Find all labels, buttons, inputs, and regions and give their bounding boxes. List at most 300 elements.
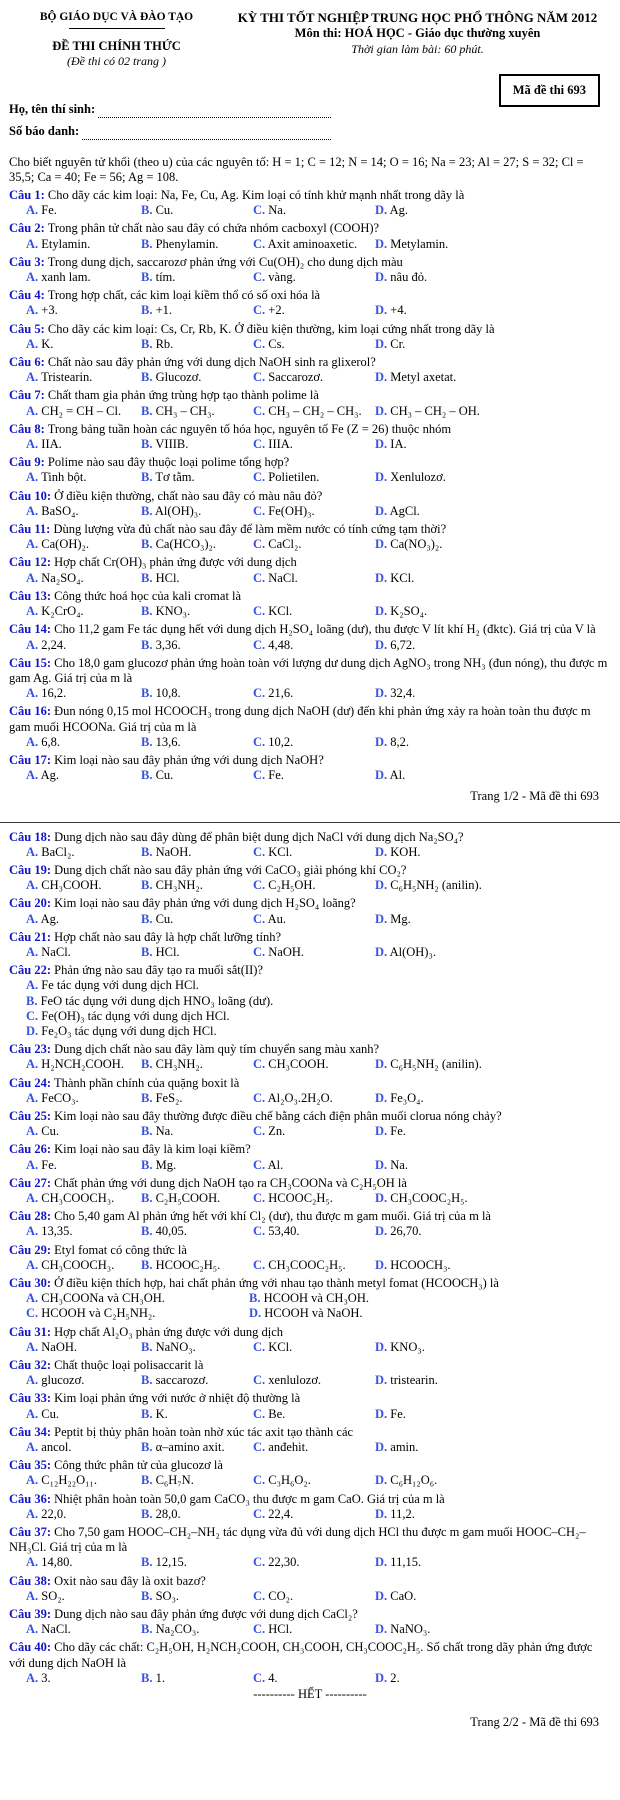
option-letter: C.	[253, 604, 266, 619]
question-text-line	[9, 1458, 611, 1473]
atomic-mass-note: Cho biết nguyên tử khối (theo u) của các nguyên tố: H = 1; C = 12; N = 14; O = 16; Na = 23; Al = 27; S = 32; Cl = 35,5; Ca = 40; Fe = 56; Ag = 108.	[9, 154, 584, 184]
option-A	[26, 537, 141, 552]
option-D	[375, 1158, 611, 1173]
question-text-line	[9, 555, 611, 570]
question-number: Câu 1:	[9, 188, 45, 203]
option-letter: A.	[26, 1157, 39, 1172]
end-marker: ---------- HẾT ----------	[253, 1687, 367, 1702]
question-29	[9, 1243, 611, 1273]
option-letter: C.	[253, 1440, 266, 1455]
option-text: SO₃.	[155, 1588, 180, 1603]
exam-code-box: Mã đề thi 693	[499, 74, 600, 107]
option-letter: A.	[26, 1588, 39, 1603]
option-letter: B.	[141, 604, 153, 619]
header-left-block	[9, 6, 224, 70]
option-A	[26, 638, 141, 653]
option-letter: A.	[26, 1555, 39, 1570]
question-number: Câu 8:	[9, 421, 45, 436]
option-letter: A.	[26, 768, 39, 783]
question-text: Cho dãy các kim loại: Cs, Cr, Rb, K. Ở điều kiện thường, kim loại cứng nhất trong dãy là	[47, 321, 495, 336]
option-text: Cu.	[155, 911, 174, 926]
option-text: 16,2.	[41, 686, 67, 701]
option-text: IA.	[390, 437, 407, 452]
options-row	[26, 1589, 611, 1604]
option-letter: C.	[253, 768, 266, 783]
option-text: CH₃COOCH₃.	[41, 1191, 115, 1205]
option-text: HCl.	[268, 1622, 293, 1637]
option-A	[26, 203, 141, 218]
option-text: anđehit.	[268, 1440, 309, 1455]
question-text: Hợp chất Cr(OH)₃ phản ứng được với dung dịch	[54, 555, 297, 570]
option-text: HCOOH và CH₃OH.	[263, 1291, 369, 1306]
option-letter: A.	[26, 1291, 39, 1306]
option-text: FeCO₃.	[41, 1090, 79, 1105]
question-4	[9, 288, 611, 318]
option-B	[141, 1124, 253, 1139]
option-D	[375, 638, 611, 653]
option-C	[253, 1373, 375, 1388]
option-text: BaSO₄.	[41, 503, 79, 518]
option-letter: A.	[26, 844, 39, 859]
option-text: 4.	[268, 1670, 278, 1685]
option-letter: B.	[141, 1090, 153, 1105]
question-text: Dung dịch nào sau đây dùng để phân biệt dung dịch NaCl với dung dịch Na₂SO₄?	[54, 829, 464, 844]
option-text: NaOH.	[41, 1339, 78, 1354]
option-text: NaOH.	[155, 844, 192, 859]
option-C	[253, 303, 375, 318]
exam-subject: Môn thi: HOÁ HỌC - Giáo dục thường xuyên	[294, 26, 541, 41]
option-text: K.	[41, 336, 54, 351]
option-text: C₆H₅NH₂ (anilin).	[390, 1057, 482, 1072]
question-25	[9, 1109, 611, 1139]
option-B	[141, 303, 253, 318]
option-text: FeS₂.	[155, 1090, 183, 1105]
option-D	[375, 1555, 611, 1570]
option-A	[26, 945, 141, 960]
option-text: 10,8.	[155, 686, 181, 701]
option-text: 13,35.	[41, 1224, 73, 1239]
question-text-line	[9, 1425, 611, 1440]
option-letter: C.	[253, 303, 266, 318]
option-text: C₆H₇N.	[155, 1473, 194, 1488]
option-letter: A.	[26, 570, 39, 585]
option-letter: D.	[375, 470, 388, 485]
option-text: Tinh bột.	[41, 470, 87, 485]
question-12	[9, 555, 611, 585]
question-number: Câu 15:	[9, 655, 52, 670]
option-C	[253, 1473, 375, 1488]
option-C	[253, 604, 375, 619]
option-letter: B.	[141, 570, 153, 585]
question-number: Câu 22:	[9, 963, 52, 978]
option-text: tristearin.	[390, 1373, 438, 1388]
options-row	[26, 1057, 611, 1072]
option-C	[253, 686, 375, 701]
option-text: 8,2.	[390, 734, 410, 749]
option-text: Fe.	[41, 1157, 57, 1172]
option-D	[375, 1340, 611, 1355]
option-text: Cr.	[390, 336, 406, 351]
option-D	[375, 878, 611, 893]
option-text: Na₂CO₃.	[155, 1622, 200, 1637]
question-text: Thành phần chính của quặng boxit là	[53, 1075, 240, 1090]
option-text: Fe.	[41, 203, 57, 218]
option-A	[26, 845, 141, 860]
question-text-line	[9, 656, 611, 686]
question-10	[9, 489, 611, 519]
option-text: Ag.	[40, 911, 59, 926]
option-letter: B.	[141, 1057, 153, 1072]
option-text: CaO.	[390, 1588, 417, 1603]
option-D	[375, 1191, 611, 1206]
option-letter: C.	[253, 686, 266, 701]
option-text: 21,6.	[268, 686, 294, 701]
options-row	[26, 638, 611, 653]
options-row	[26, 337, 611, 352]
option-text: 2,24.	[41, 637, 67, 652]
option-D	[375, 845, 611, 860]
option-text: BaCl₂.	[41, 844, 75, 859]
option-letter: D.	[375, 270, 388, 285]
option-D	[375, 1473, 611, 1488]
option-text: Al₂O₃.2H₂O.	[267, 1090, 333, 1105]
question-5	[9, 322, 611, 352]
question-number: Câu 30:	[9, 1276, 52, 1291]
option-letter: D.	[375, 911, 388, 926]
option-B	[26, 994, 611, 1009]
question-26	[9, 1142, 611, 1172]
option-text: NaCl.	[41, 1622, 71, 1637]
options-row	[26, 404, 611, 419]
option-C	[253, 470, 375, 485]
option-letter: A.	[26, 686, 39, 701]
option-letter: D.	[375, 844, 388, 859]
option-A	[26, 768, 141, 783]
option-A	[26, 1124, 141, 1139]
question-text-line	[9, 255, 611, 270]
question-text: Ở điều kiện thường, chất nào sau đây có màu nâu đỏ?	[54, 488, 323, 503]
option-B	[249, 1291, 611, 1306]
option-B	[141, 1589, 253, 1604]
option-letter: B.	[141, 503, 153, 518]
option-letter: D.	[375, 1090, 388, 1105]
option-letter: A.	[26, 1090, 39, 1105]
option-letter: D.	[375, 1257, 388, 1272]
question-22	[9, 963, 611, 1039]
option-letter: D.	[375, 1406, 388, 1421]
question-text: Peptit bị thủy phân hoàn toàn nhờ xúc tác axit tạo thành các	[54, 1424, 354, 1439]
option-letter: A.	[26, 503, 39, 518]
option-A	[26, 1258, 141, 1273]
option-C	[253, 504, 375, 519]
option-text: CH₃COOCH₃.	[41, 1257, 115, 1272]
option-text: HCOOCH₃.	[390, 1257, 451, 1272]
question-37	[9, 1525, 611, 1571]
option-text: Glucozơ.	[155, 370, 202, 385]
option-B	[141, 370, 253, 385]
question-text: Phản ứng nào sau đây tạo ra muối sắt(II)?	[54, 963, 263, 978]
option-text: NaCl.	[268, 570, 298, 585]
option-text: 22,4.	[268, 1506, 294, 1521]
option-D	[375, 203, 611, 218]
option-D	[375, 504, 611, 519]
option-C	[253, 1191, 375, 1206]
option-letter: D.	[375, 203, 388, 218]
option-letter: B.	[141, 1506, 153, 1521]
option-B	[141, 1622, 253, 1637]
option-text: CH₃ – CH₂ – CH₃.	[268, 403, 362, 418]
option-text: Ca(HCO₃)₂.	[155, 537, 217, 552]
exam-type: ĐỀ THI CHÍNH THỨC	[52, 39, 181, 54]
option-A	[26, 437, 141, 452]
option-text: KNO₃.	[155, 604, 191, 619]
option-D	[375, 1124, 611, 1139]
option-letter: D.	[375, 1440, 388, 1455]
option-letter: C.	[253, 236, 266, 251]
option-letter: D.	[375, 403, 388, 418]
question-text: Hợp chất Al₂O₃ phản ứng được với dung dịch	[54, 1324, 284, 1339]
question-32	[9, 1358, 611, 1388]
option-text: Zn.	[268, 1124, 286, 1139]
option-B	[141, 537, 253, 552]
option-text: Cu.	[155, 203, 174, 218]
option-letter: B.	[141, 1555, 153, 1570]
question-text: Đun nóng 0,15 mol HCOOCH₃ trong dung dịch NaOH (dư) đến khi phản ứng xảy ra hoàn toàn thu được m gam muối HCOONa. Giá trị của m là	[9, 704, 591, 734]
option-letter: D.	[375, 768, 388, 783]
option-D	[375, 470, 611, 485]
option-D	[375, 1671, 611, 1686]
options-row	[26, 203, 611, 218]
option-text: NaNO₃.	[155, 1339, 196, 1354]
option-B	[141, 638, 253, 653]
option-D	[375, 337, 611, 352]
option-text: 53,40.	[268, 1224, 300, 1239]
option-C	[253, 1589, 375, 1604]
option-D	[375, 270, 611, 285]
option-text: CH₂ = CH – Cl.	[41, 403, 122, 418]
option-text: Fe(OH)₃.	[268, 503, 315, 518]
option-C	[253, 1091, 375, 1106]
option-C	[253, 945, 375, 960]
question-15	[9, 656, 611, 702]
option-text: Etylamin.	[41, 236, 91, 251]
question-text: Polime nào sau đây thuộc loại polime tổng hợp?	[47, 455, 290, 470]
option-letter: A.	[26, 437, 39, 452]
option-D	[375, 1091, 611, 1106]
option-letter: C.	[253, 637, 266, 652]
option-letter: C.	[253, 1090, 266, 1105]
option-B	[141, 1091, 253, 1106]
question-31	[9, 1325, 611, 1355]
option-letter: B.	[26, 993, 38, 1008]
option-C	[26, 1009, 611, 1024]
question-6	[9, 355, 611, 385]
option-A	[26, 1158, 141, 1173]
options-row	[26, 1671, 611, 1686]
option-text: Al(OH)₃.	[154, 503, 202, 518]
option-text: Tristearin.	[41, 370, 93, 385]
option-text: Al(OH)₃.	[389, 944, 436, 959]
option-letter: A.	[26, 637, 39, 652]
option-text: 40,05.	[155, 1224, 187, 1239]
options-row	[26, 1440, 611, 1455]
option-B	[141, 504, 253, 519]
option-B	[141, 686, 253, 701]
question-number: Câu 10:	[9, 488, 52, 503]
option-text: CH₃COONa và CH₃OH.	[41, 1291, 165, 1306]
option-letter: D.	[375, 1191, 388, 1205]
option-letter: B.	[141, 203, 153, 218]
option-letter: D.	[375, 1506, 388, 1521]
question-text-line	[9, 355, 611, 370]
option-A	[26, 1671, 141, 1686]
option-letter: A.	[26, 370, 39, 385]
question-text-line	[9, 1640, 611, 1670]
option-text: KCl.	[390, 570, 415, 585]
option-B	[141, 203, 253, 218]
question-number: Câu 25:	[9, 1108, 52, 1123]
option-letter: C.	[26, 1306, 39, 1321]
option-A	[26, 504, 141, 519]
option-text: K₂SO₄.	[390, 604, 428, 619]
option-text: Fe.	[268, 768, 284, 783]
option-A	[26, 1555, 141, 1570]
option-letter: D.	[375, 1588, 388, 1603]
exam-title: KỲ THI TỐT NGHIỆP TRUNG HỌC PHỔ THÔNG NĂM 2012	[237, 10, 598, 25]
options-row	[26, 1091, 611, 1106]
option-text: HCl.	[155, 570, 180, 585]
option-text: CH₃NH₂.	[155, 878, 203, 893]
document-header	[9, 6, 611, 70]
option-letter: A.	[26, 911, 39, 926]
option-A	[26, 270, 141, 285]
option-B	[141, 1057, 253, 1072]
question-39	[9, 1607, 611, 1637]
question-text-line	[9, 221, 611, 236]
option-D	[375, 1589, 611, 1604]
option-text: amin.	[390, 1440, 419, 1455]
option-letter: D.	[375, 1373, 388, 1388]
option-text: NaCl.	[41, 944, 71, 959]
option-letter: B.	[141, 686, 153, 701]
option-text: Au.	[267, 911, 286, 926]
option-letter: C.	[253, 470, 266, 485]
option-text: K.	[155, 1406, 168, 1421]
option-A	[26, 1191, 141, 1206]
option-C	[253, 571, 375, 586]
option-letter: A.	[26, 1406, 39, 1421]
question-number: Câu 13:	[9, 588, 52, 603]
question-number: Câu 34:	[9, 1424, 52, 1439]
option-D	[375, 1622, 611, 1637]
question-number: Câu 14:	[9, 622, 52, 637]
option-letter: A.	[26, 537, 39, 552]
option-letter: C.	[253, 1224, 266, 1239]
option-D	[375, 945, 611, 960]
option-text: CO₂.	[268, 1588, 294, 1603]
question-text-line	[9, 1243, 611, 1258]
option-letter: D.	[375, 1339, 388, 1354]
option-text: Na.	[268, 203, 286, 218]
option-B	[141, 404, 253, 419]
option-letter: B.	[141, 878, 153, 893]
option-A	[26, 337, 141, 352]
option-letter: B.	[141, 537, 153, 552]
option-letter: C.	[253, 1670, 266, 1685]
option-letter: B.	[141, 1670, 153, 1685]
option-letter: A.	[26, 270, 39, 285]
option-text: 1.	[155, 1670, 165, 1685]
option-letter: B.	[141, 270, 153, 285]
option-letter: A.	[26, 1473, 39, 1488]
option-text: 3.	[41, 1670, 51, 1685]
option-letter: C.	[253, 1473, 266, 1488]
option-C	[253, 203, 375, 218]
option-B	[141, 1440, 253, 1455]
option-text: Al.	[267, 1157, 284, 1172]
option-letter: D.	[375, 1124, 388, 1139]
question-20	[9, 896, 611, 926]
options-row	[26, 270, 611, 285]
question-text: Hợp chất nào sau đây là hợp chất lưỡng tính?	[54, 929, 282, 944]
option-letter: A.	[26, 403, 39, 418]
option-letter: A.	[26, 1373, 39, 1388]
question-21	[9, 930, 611, 960]
option-D	[375, 604, 611, 619]
option-letter: D.	[375, 236, 388, 251]
option-A	[26, 1407, 141, 1422]
option-letter: C.	[253, 370, 266, 385]
option-D	[375, 686, 611, 701]
option-letter: B.	[141, 1157, 153, 1172]
option-letter: B.	[141, 303, 153, 318]
question-7	[9, 388, 611, 418]
option-letter: B.	[249, 1291, 261, 1306]
options-row	[26, 504, 611, 519]
option-B	[141, 912, 253, 927]
option-letter: A.	[26, 1057, 39, 1072]
question-text: Cho 5,40 gam Al phản ứng hết với khí Cl₂ (dư), thu được m gam muối. Giá trị của m là	[54, 1209, 491, 1224]
question-9	[9, 455, 611, 485]
option-letter: C.	[253, 1406, 266, 1421]
option-text: FeO tác dụng với dung dịch HNO₃ loãng (dư).	[40, 993, 274, 1008]
option-text: Na.	[390, 1157, 408, 1172]
question-number: Câu 39:	[9, 1607, 52, 1622]
question-text-line	[9, 422, 611, 437]
options-row	[26, 878, 611, 893]
option-D	[375, 571, 611, 586]
question-number: Câu 37:	[9, 1525, 52, 1540]
option-text: Al.	[389, 768, 406, 783]
option-letter: B.	[141, 1191, 153, 1205]
page1-footer: Trang 1/2 - Mã đề thi 693	[470, 789, 599, 804]
option-D	[375, 303, 611, 318]
student-name-label: Họ, tên thí sinh:	[9, 102, 96, 117]
option-A	[26, 1507, 141, 1522]
question-text: Dung dịch chất nào sau đây làm quỳ tím chuyển sang màu xanh?	[54, 1042, 380, 1057]
option-letter: D.	[375, 734, 388, 749]
option-letter: C.	[253, 570, 266, 585]
option-C	[253, 638, 375, 653]
option-letter: C.	[253, 1191, 266, 1205]
option-text: CH₃NH₂.	[155, 1057, 203, 1072]
question-text-line	[9, 489, 611, 504]
option-text: Fe₂O₃ tác dụng với dung dịch HCl.	[41, 1023, 217, 1038]
question-text-line	[9, 930, 611, 945]
option-C	[253, 1555, 375, 1570]
options-row	[26, 912, 611, 927]
question-text-line	[9, 896, 611, 911]
